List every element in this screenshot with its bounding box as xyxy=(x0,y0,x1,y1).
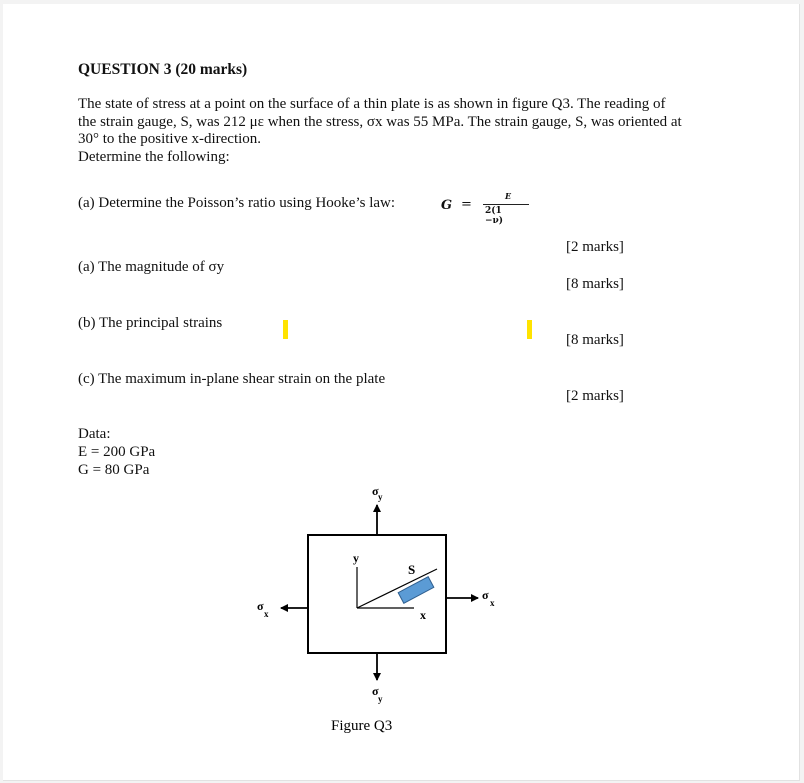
part-a-poisson-label: (a) Determine the Poisson’s ratio using Hooke’s law: xyxy=(78,195,396,211)
part-a-sigma-marks: [8 marks] xyxy=(566,276,624,292)
figure-q3-diagram xyxy=(233,482,523,742)
intro-line: the strain gauge, S, was 212 με when the stress, σx was 55 MPa. The strain gauge, S, was oriented at xyxy=(78,113,682,130)
question-intro xyxy=(78,96,748,166)
data-line-e: E = 200 GPa xyxy=(78,444,156,460)
thin-plate xyxy=(308,535,446,653)
formula-equals: = xyxy=(461,197,472,212)
question-title: QUESTION 3 (20 marks) xyxy=(78,61,248,78)
formula-fraction-bar xyxy=(483,204,529,205)
text-cursor-highlight xyxy=(283,320,288,339)
formula-denominator: 2(1 −ν) xyxy=(485,206,504,226)
sigma-x-right-symbol: σ xyxy=(482,588,489,602)
sigma-y-bottom-symbol: σ xyxy=(372,684,379,698)
sigma-x-right-subscript: x xyxy=(490,598,495,608)
sigma-y-top-symbol: σ xyxy=(372,484,379,498)
formula-numerator: E xyxy=(505,191,512,201)
part-b-marks: [8 marks] xyxy=(566,332,624,348)
formula-lhs: G xyxy=(441,198,453,213)
part-a-sigma-label: (a) The magnitude of σy xyxy=(78,259,225,275)
data-line-g: G = 80 GPa xyxy=(78,462,150,478)
strain-gauge-label: S xyxy=(408,562,416,577)
sigma-x-left-subscript: x xyxy=(264,609,269,619)
y-axis-label: y xyxy=(353,551,359,565)
sigma-y-top-subscript: y xyxy=(378,492,383,502)
sigma-x-left-symbol: σ xyxy=(257,599,264,613)
part-c-marks: [2 marks] xyxy=(566,388,624,404)
part-c-label: (c) The maximum in-plane shear strain on the plate xyxy=(78,371,386,387)
x-axis-label: x xyxy=(420,608,426,622)
intro-line: The state of stress at a point on the surface of a thin plate is as shown in figure Q3. The reading of xyxy=(78,96,666,112)
part-a-poisson-marks: [2 marks] xyxy=(566,239,624,255)
sigma-y-bottom-subscript: y xyxy=(378,694,383,704)
document-page xyxy=(3,4,800,781)
data-heading: Data: xyxy=(78,426,111,442)
text-cursor-highlight xyxy=(527,320,532,339)
part-b-label: (b) The principal strains xyxy=(78,315,223,331)
figure-caption: Figure Q3 xyxy=(331,718,393,734)
intro-line: 30° to the positive x-direction. xyxy=(78,131,262,147)
intro-line: Determine the following: xyxy=(78,148,230,165)
